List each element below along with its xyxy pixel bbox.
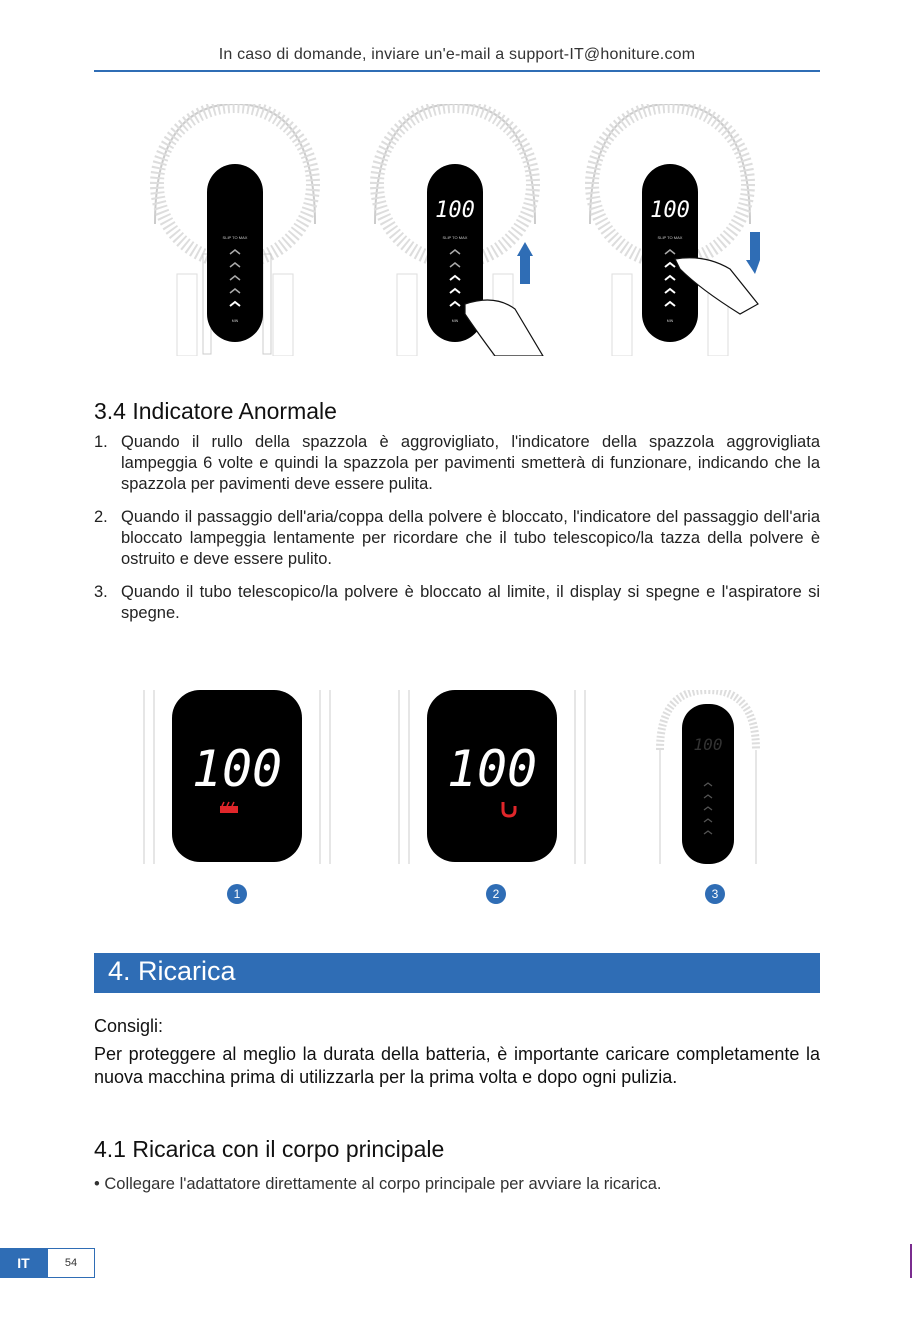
list-item: 1. Quando il rullo della spazzola è aggrovigliato, l'indicatore della spazzola aggrovigliata lampeggia 6 volte e quindi la spazzola per pavimenti smetterà di funzionare, indicando che la spazzola per pavimenti deve essere pulita. bbox=[94, 433, 820, 493]
panel-min-label: MIN bbox=[231, 319, 239, 323]
display-figure-brush-tangle bbox=[138, 690, 334, 864]
page-number: 54 bbox=[47, 1248, 95, 1278]
language-tab: IT bbox=[0, 1248, 47, 1278]
hand-icon bbox=[465, 300, 543, 356]
list-item: 3. Quando il tubo telescopico/la polvere è bloccato al limite, il display si spegne e l'aspiratore si spegne. bbox=[94, 583, 820, 622]
panel-label: SLIP TO MAX bbox=[442, 235, 468, 240]
section-banner-4 bbox=[94, 953, 820, 993]
display-value-dim: 100 bbox=[693, 735, 723, 754]
section-title-4-1: 4.1 Ricarica con il corpo principale bbox=[94, 1136, 445, 1162]
device-figure-swipe-down bbox=[580, 104, 760, 356]
arrow-down-icon bbox=[746, 232, 760, 274]
display-value: 100 bbox=[435, 198, 475, 223]
step-badge-1: 1 bbox=[227, 884, 247, 904]
header-divider bbox=[94, 70, 820, 72]
tips-text: Per proteggere al meglio la durata della batteria, è importante caricare completamente la nuova macchina prima di utilizzarla per la prima volta e dopo ogni pulizia. bbox=[94, 1044, 820, 1087]
arrow-up-icon bbox=[517, 242, 533, 284]
step-badge-3: 3 bbox=[705, 884, 725, 904]
header-contact-text: In caso di domande, inviare un'e-mail a support-IT@honiture.com bbox=[218, 46, 696, 63]
display-value: 100 bbox=[446, 740, 538, 798]
device-figure-off bbox=[145, 104, 325, 356]
display-value: 100 bbox=[191, 740, 283, 798]
charging-instruction: • Collegare l'adattatore direttamente al corpo principale per avviare la ricarica. bbox=[94, 1175, 662, 1193]
list-item: 2. Quando il passaggio dell'aria/coppa della polvere è bloccato, l'indicatore del passaggio dell'aria bloccato lampeggia lentamente per ricordare che il tubo telescopico/la tazza della polvere è ostruito e deve essere pulito. bbox=[94, 508, 820, 568]
section-title-3-4: 3.4 Indicatore Anormale bbox=[94, 398, 337, 424]
abnormal-indicator-list bbox=[94, 432, 820, 636]
panel-label: SLIP TO MAX bbox=[222, 235, 248, 240]
display-figure-display-off bbox=[656, 690, 760, 864]
section-title-4: 4. Ricarica bbox=[108, 956, 236, 986]
panel-label: SLIP TO MAX bbox=[657, 235, 683, 240]
display-value: 100 bbox=[650, 198, 690, 223]
page-edge-marker bbox=[910, 1244, 912, 1278]
device-figure-swipe-up bbox=[365, 104, 545, 356]
panel-min-label: MIN bbox=[451, 319, 459, 323]
panel-min-label: MIN bbox=[666, 319, 674, 323]
step-badge-2: 2 bbox=[486, 884, 506, 904]
tips-label: Consigli: bbox=[94, 1016, 164, 1036]
display-figure-air-blocked bbox=[393, 690, 589, 864]
